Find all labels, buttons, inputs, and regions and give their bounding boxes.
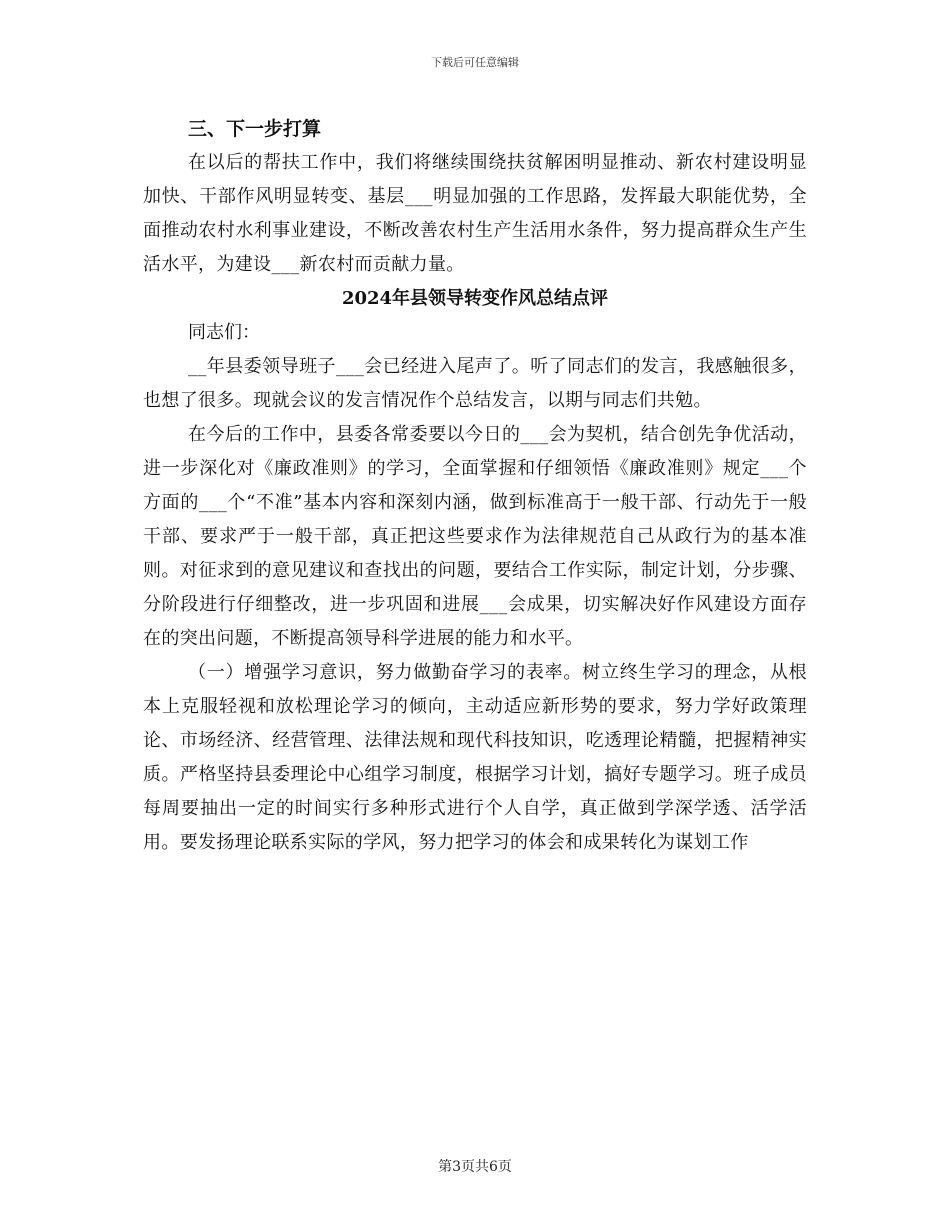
article-title: 2024年县领导转变作风总结点评 bbox=[341, 288, 609, 309]
article-greeting: 同志们： bbox=[188, 322, 260, 343]
section-paragraph: 在以后的帮扶工作中，我们将继续围绕扶贫解困明显推动、新农村建设明显加快、干部作风明显转变、基层___明显加强的工作思路，发挥最大职能优势，全面推动农村水利事业建设，不断改善农村生产生活用水条件，努力提高群众生产生活水平，为建设___新农村而贡献力量。 bbox=[143, 152, 807, 275]
section-heading: 三、下一步打算 bbox=[188, 118, 322, 140]
article-paragraph-3: （一）增强学习意识，努力做勤奋学习的表率。树立终生学习的理念，从根本上克服轻视和放松理论学习的倾向，主动适应新形势的要求，努力学好政策理论、市场经济、经营管理、法律法规和现代科技知识，吃透理论精髓，把握精神实质。严格坚持县委理论中心组学习制度，根据学习计划，搞好专题学习。班子成员每周要抽出一定的时间实行多种形式进行个人自学，真正做到学深学透、活学活用。要发扬理论联系实际的学风，努力把学习的体会和成果转化为谋划工作 bbox=[143, 662, 807, 853]
document-body bbox=[143, 112, 807, 860]
header-note: 下载后可任意编辑 bbox=[431, 56, 519, 69]
article-paragraph-1: __年县委领导班子___会已经进入尾声了。听了同志们的发言，我感触很多，也想了很多。现就会议的发言情况作个总结发言，以期与同志们共勉。 bbox=[143, 356, 807, 411]
page-indicator: 第3页共6页 bbox=[438, 1159, 512, 1175]
article-paragraph-2: 在今后的工作中，县委各常委要以今日的___会为契机，结合创先争优活动，进一步深化对《廉政准则》的学习，全面掌握和仔细领悟《廉政准则》规定___个方面的___个“不准”基本内容和深刻内涵，做到标准高于一般干部、行动先于一般干部、要求严于一般干部，真正把这些要求作为法律规范自己从政行为的基本准则。对征求到的意见建议和查找出的问题，要结合工作实际，制定计划，分步骤、分阶段进行仔细整改，进一步巩固和进展___会成果，切实解决好作风建设方面存在的突出问题，不断提高领导科学进展的能力和水平。 bbox=[143, 424, 807, 649]
